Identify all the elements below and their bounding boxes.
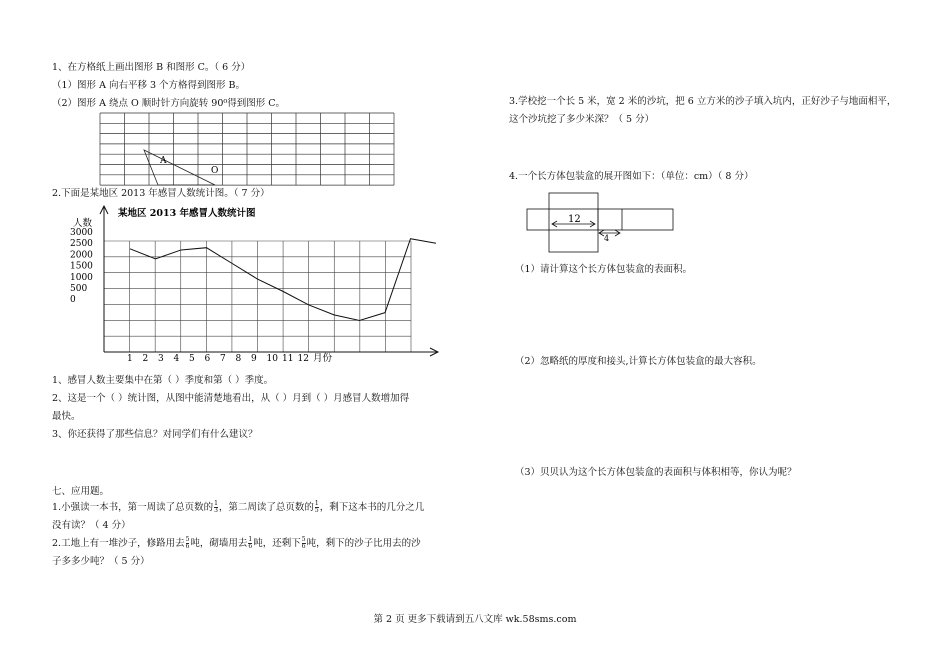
x-tick-label: 6 bbox=[204, 354, 211, 364]
q1-title: 1、在方格纸上画出图形 B 和图形 C。（ 6 分） bbox=[52, 62, 251, 73]
chart-title: 某地区 2013 年感冒人数统计图 bbox=[118, 208, 256, 219]
fraction: $\frac{1}{3}$ bbox=[214, 500, 218, 514]
x-tick-label: 11 bbox=[282, 354, 294, 364]
grid-label-a: A bbox=[160, 156, 167, 166]
x-tick-label: 12 bbox=[297, 354, 309, 364]
y-axis-label: 人数 bbox=[73, 218, 93, 229]
q1-sub1: （1）图形 A 向右平移 3 个方格得到图形 B。 bbox=[52, 80, 246, 91]
q2-item1: 1、感冒人数主要集中在第（ ）季度和第（ ）季度。 bbox=[52, 375, 274, 386]
fraction: $\frac{1}{6}$ bbox=[248, 536, 253, 550]
q2-item3: 3、你还获得了那些信息？对同学们有什么建议？ bbox=[52, 429, 258, 440]
fraction: $\frac{1}{5}$ bbox=[314, 500, 319, 514]
x-tick-label: 3 bbox=[158, 354, 164, 364]
q2-item2a: 2、这是一个（ ）统计图，从图中能清楚地看出，从（ ）月到（ ）月感冒人数增加得 bbox=[52, 393, 410, 404]
y-tick-label: 2000 bbox=[70, 250, 93, 261]
x-tick-label: 10 bbox=[266, 354, 278, 364]
q4-sub2: （2）忽略纸的厚度和接头,计算长方体包装盒的最大容积。 bbox=[515, 356, 762, 367]
q4-title: 4.一个长方体包装盒的展开图如下：（单位：cm）（ 8 分） bbox=[509, 171, 754, 182]
app-q1-line1: 1.小强读一本书，第一周读了总页数的 $\frac{1}{3}$ ，第二周读了总页数的 $\frac{1}{5}$ ，剩下这本书的几分之几 bbox=[52, 500, 425, 514]
q2-item2b: 最快。 bbox=[52, 411, 81, 422]
app-q2-line2: 子多多少吨？（ 5 分） bbox=[52, 556, 150, 567]
fraction: $\frac{5}{6}$ bbox=[301, 536, 306, 550]
y-tick-label: 0 bbox=[70, 295, 76, 306]
net-label-4: 4 bbox=[604, 234, 610, 243]
y-tick-label: 1500 bbox=[70, 261, 93, 272]
x-tick-label: 1 bbox=[127, 354, 133, 364]
net-label-12: 12 bbox=[568, 214, 581, 225]
y-tick-label: 3000 bbox=[70, 228, 93, 238]
y-tick-label: 1000 bbox=[70, 272, 93, 283]
q4-sub3: （3）贝贝认为这个长方体包装盒的表面积与体积相等，你认为呢？ bbox=[515, 467, 797, 478]
q3-line1: 3.学校挖一个长 5 米，宽 2 米的沙坑，把 6 立方米的沙子填入坑内，正好沙子与地面相平， bbox=[509, 96, 897, 107]
x-tick-label: 4 bbox=[173, 354, 180, 364]
y-tick-label: 2500 bbox=[70, 239, 93, 250]
q3-line2: 这个沙坑挖了多少米深？（ 5 分） bbox=[509, 114, 655, 125]
x-tick-label: 7 bbox=[220, 354, 226, 364]
x-axis-label: 月份 bbox=[313, 353, 333, 364]
fraction: $\frac{5}{6}$ bbox=[185, 536, 190, 550]
app-q2-line1: 2.工地上有一堆沙子，修路用去 $\frac{5}{6}$ 吨，砌墙用去 $\frac{1}{6}$ 吨，还剩下 $\frac{5}{6}$ 吨，剩下的沙子比用去的沙 bbox=[52, 536, 421, 550]
x-tick-label: 9 bbox=[251, 354, 257, 364]
app-q1-line2: 没有读？（ 4 分） bbox=[52, 520, 131, 531]
page-footer: 第 2 页 更多下载请到五八文库 wk.58sms.com bbox=[373, 614, 577, 625]
section-title: 七、应用题。 bbox=[52, 486, 110, 497]
x-tick-label: 2 bbox=[142, 354, 149, 364]
y-tick-label: 500 bbox=[70, 284, 88, 294]
q2-title: 2.下面是某地区 2013 年感冒人数统计图。（ 7 分） bbox=[52, 188, 270, 199]
x-tick-label: 8 bbox=[235, 354, 242, 364]
grid-label-o: O bbox=[211, 166, 219, 176]
x-tick-label: 5 bbox=[189, 354, 195, 364]
q4-sub1: （1）请计算这个长方体包装盒的表面积。 bbox=[515, 264, 693, 275]
q1-sub2: （2）图形 A 绕点 O 顺时针方向旋转 90⁰得到图形 C。 bbox=[52, 98, 285, 109]
